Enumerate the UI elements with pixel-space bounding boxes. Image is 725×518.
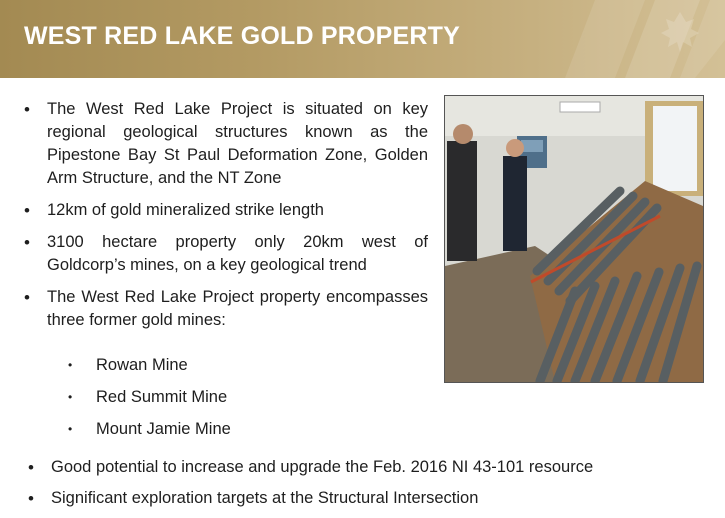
main-bullet-list: [22, 98, 428, 341]
photo-image: [445, 96, 703, 382]
mine-item-red-summit: • Red Summit Mine: [68, 386, 231, 409]
bullet-property-size: • 3100 hectare property only 20km west of Goldcorp’s mines, on a key geological trend: [22, 231, 428, 277]
slide-header: [0, 0, 725, 78]
slide-title: WEST RED LAKE GOLD PROPERTY: [24, 22, 460, 50]
mine-item-rowan: • Rowan Mine: [68, 354, 231, 377]
mine-list: [68, 354, 231, 450]
bullet-strike-length: • 12km of gold mineralized strike length: [22, 199, 428, 222]
bullet-location: • The West Red Lake Project is situated on key regional geological structures known as the Pipestone Bay St Paul Deformation Zone, Golden Arm Structure, and the NT Zone: [22, 98, 428, 190]
maple-leaf-watermark-icon: [525, 0, 725, 78]
mine-item-mount-jamie: • Mount Jamie Mine: [68, 418, 231, 441]
bullet-exploration-targets: • Significant exploration targets at the Structural Intersection: [26, 487, 593, 510]
core-shack-photo: [444, 95, 704, 383]
bullet-resource-potential: • Good potential to increase and upgrade the Feb. 2016 NI 43-101 resource: [26, 456, 593, 479]
bullet-former-mines: • The West Red Lake Project property encompasses three former gold mines:: [22, 286, 428, 332]
summary-bullet-list: [26, 456, 593, 518]
